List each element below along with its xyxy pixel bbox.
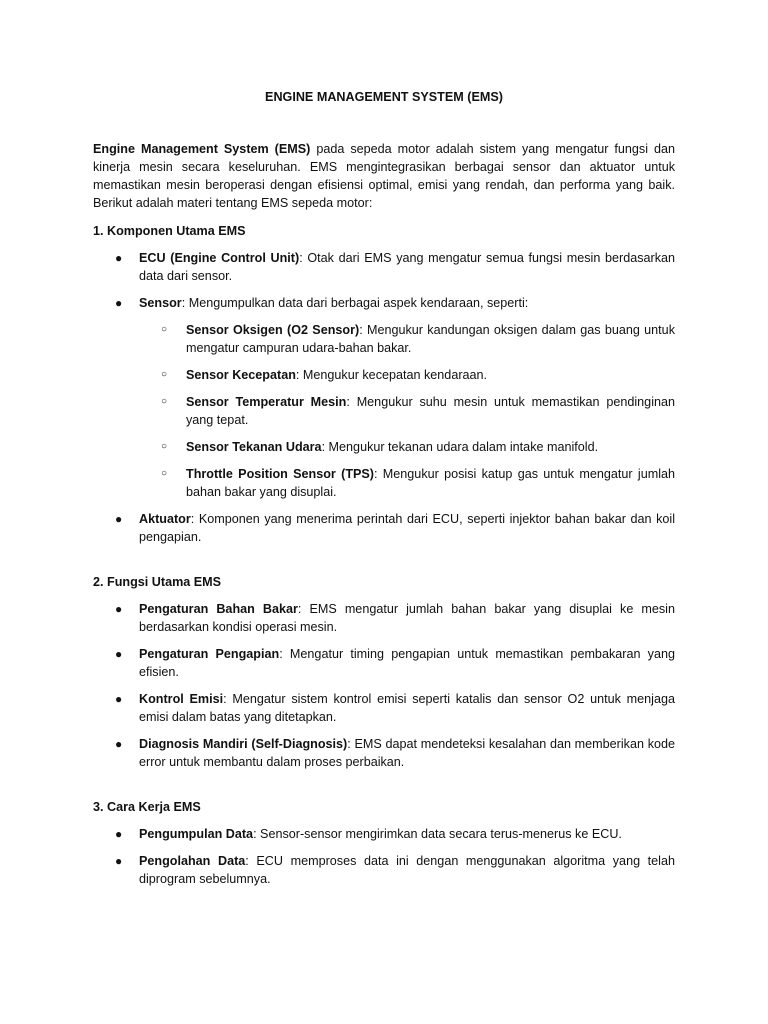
subitem-term: Sensor Tekanan Udara [186, 440, 322, 454]
item-term: Pengaturan Bahan Bakar [139, 602, 298, 616]
bullet-icon: ● [115, 827, 123, 841]
subitem-desc: : Mengukur tekanan udara dalam intake manifold. [321, 440, 599, 454]
intro-paragraph [93, 140, 675, 212]
item-desc: : EMS dapat mendeteksi kesalahan dan memberikan kode error untuk membantu dalam proses perbaikan. [139, 737, 675, 769]
list-item [93, 510, 675, 546]
section-spacer [93, 555, 675, 573]
item-desc: : EMS mengatur jumlah bahan bakar yang disuplai ke mesin berdasarkan kondisi operasi mesin. [139, 602, 675, 634]
circle-bullet-icon: ○ [161, 441, 168, 452]
subitem-desc: : Mengukur suhu mesin untuk memastikan pendinginan yang tepat. [186, 395, 675, 427]
subitem-desc: : Mengukur posisi katup gas untuk mengatur jumlah bahan bakar yang disuplai. [186, 467, 675, 499]
subitem-term: Sensor Kecepatan [186, 368, 296, 382]
subitem-term: Sensor Temperatur Mesin [186, 395, 347, 409]
list-item [93, 825, 675, 843]
sub-list-item [139, 321, 675, 357]
list-item [93, 735, 675, 771]
item-desc: : Mengumpulkan data dari berbagai aspek kendaraan, seperti: [181, 296, 529, 310]
section-fungsi [93, 573, 675, 771]
item-desc: : Otak dari EMS yang mengatur semua fungsi mesin berdasarkan data dari sensor. [139, 251, 676, 283]
bullet-icon: ● [115, 647, 123, 661]
section-heading: 1. Komponen Utama EMS [93, 224, 246, 238]
list-item [93, 249, 675, 285]
bullet-icon: ● [115, 602, 123, 616]
subitem-term: Throttle Position Sensor (TPS) [186, 467, 375, 481]
circle-bullet-icon: ○ [161, 468, 168, 479]
item-desc: : Komponen yang menerima perintah dari ECU, seperti injektor bahan bakar dan koil pengapian. [139, 512, 675, 544]
item-desc: : Mengatur sistem kontrol emisi seperti katalis dan sensor O2 untuk menjaga emisi dalam batas yang ditetapkan. [139, 692, 675, 724]
item-term: Pengaturan Pengapian [139, 647, 280, 661]
bullet-icon: ● [115, 854, 123, 868]
item-term: Kontrol Emisi [139, 692, 224, 706]
document-title: ENGINE MANAGEMENT SYSTEM (EMS) [265, 90, 503, 104]
sub-list-item [139, 366, 675, 384]
bullet-list [93, 249, 675, 546]
section-spacer [93, 780, 675, 798]
bullet-list [93, 825, 675, 888]
intro-term: Engine Management System (EMS) [93, 142, 311, 156]
section-heading: 2. Fungsi Utama EMS [93, 575, 222, 589]
list-item [93, 600, 675, 636]
sub-list-item [139, 393, 675, 429]
item-term: Pengumpulan Data [139, 827, 254, 841]
list-item [93, 852, 675, 888]
item-desc: : ECU memproses data ini dengan menggunakan algoritma yang telah diprogram sebelumnya. [139, 854, 675, 886]
item-desc: : Sensor-sensor mengirimkan data secara terus-menerus ke ECU. [253, 827, 622, 841]
bullet-icon: ● [115, 737, 123, 751]
subitem-desc: : Mengukur kecepatan kendaraan. [295, 368, 488, 382]
section-heading: 3. Cara Kerja EMS [93, 800, 201, 814]
list-item [93, 294, 675, 501]
item-term: Pengolahan Data [139, 854, 246, 868]
circle-bullet-icon: ○ [161, 369, 168, 380]
section-cara-kerja [93, 798, 675, 888]
circle-bullet-icon: ○ [161, 324, 168, 335]
section-komponen [93, 222, 675, 546]
item-term: Diagnosis Mandiri (Self-Diagnosis) [139, 737, 348, 751]
item-term: ECU (Engine Control Unit) [139, 251, 300, 265]
sub-bullet-list [139, 321, 675, 501]
bullet-icon: ● [115, 251, 123, 265]
bullet-icon: ● [115, 296, 123, 310]
bullet-list [93, 600, 675, 771]
list-item [93, 690, 675, 726]
list-item [93, 645, 675, 681]
item-term: Sensor [139, 296, 182, 310]
subitem-desc: : Mengukur kandungan oksigen dalam gas buang untuk mengatur campuran udara-bahan bakar. [186, 323, 675, 355]
item-term: Aktuator [139, 512, 191, 526]
sub-list-item [139, 465, 675, 501]
intro-text: pada sepeda motor adalah sistem yang mengatur fungsi dan kinerja mesin secara keseluruhan. EMS mengintegrasikan berbagai sensor dan aktuator untuk memastikan mesin beroperasi dengan efisiensi optimal, emisi yang rendah, dan performa yang baik. Berikut adalah materi tentang EMS sepeda motor: [93, 142, 676, 210]
bullet-icon: ● [115, 512, 123, 526]
document-body [93, 140, 675, 897]
bullet-icon: ● [115, 692, 123, 706]
circle-bullet-icon: ○ [161, 396, 168, 407]
subitem-term: Sensor Oksigen (O2 Sensor) [186, 323, 360, 337]
item-desc: : Mengatur timing pengapian untuk memastikan pembakaran yang efisien. [139, 647, 675, 679]
sub-list-item [139, 438, 675, 456]
